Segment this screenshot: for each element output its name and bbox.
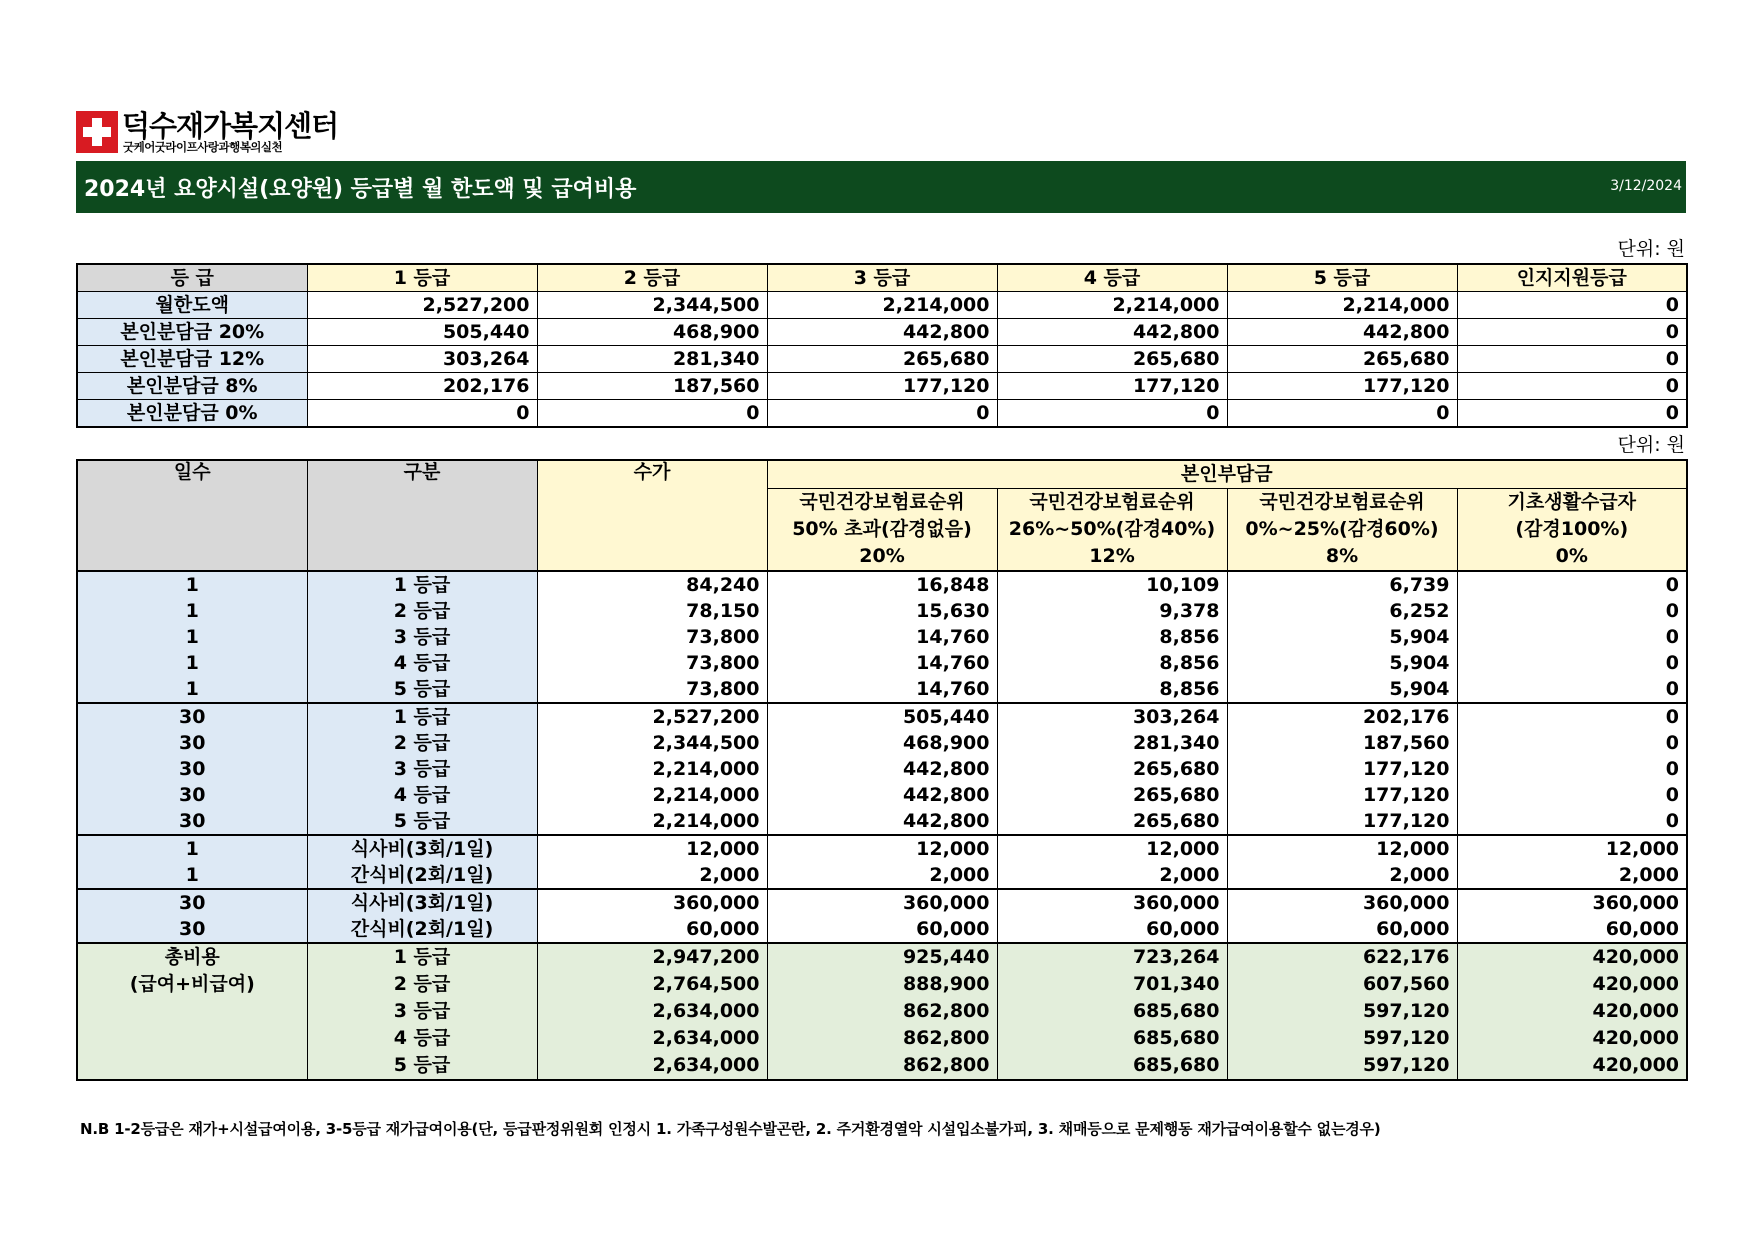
table-cell: 0 xyxy=(767,400,997,428)
fee-cell: 78,150 xyxy=(537,598,767,624)
table-cell: 685,680 xyxy=(997,998,1227,1025)
table-cell: 60,000 xyxy=(767,916,997,943)
table-cell: 0 xyxy=(1457,756,1687,782)
days-cell: 30 xyxy=(77,889,307,916)
table-cell: 0 xyxy=(1457,373,1687,400)
table-cell: 5,904 xyxy=(1227,650,1457,676)
table-row xyxy=(77,346,1687,373)
subheader-rate: 12% xyxy=(997,543,1227,571)
fee-cell: 2,634,000 xyxy=(537,1025,767,1052)
table-cell: 60,000 xyxy=(997,916,1227,943)
fee-cell: 2,634,000 xyxy=(537,1052,767,1080)
table-row xyxy=(77,319,1687,346)
row-label: 본인분담금 20% xyxy=(77,319,307,346)
grade-cell: 3 등급 xyxy=(307,624,537,650)
column-header: 등 급 xyxy=(77,264,307,292)
table-cell: 16,848 xyxy=(767,571,997,598)
column-header: 1 등급 xyxy=(307,264,537,292)
table-row xyxy=(77,916,1687,943)
table-cell: 6,252 xyxy=(1227,598,1457,624)
table-cell: 10,109 xyxy=(997,571,1227,598)
header-copay: 본인부담금 xyxy=(767,460,1687,489)
table-cell: 12,000 xyxy=(997,835,1227,862)
table-cell: 2,000 xyxy=(767,862,997,889)
table-row xyxy=(77,730,1687,756)
table-row xyxy=(77,373,1687,400)
table-cell: 0 xyxy=(1457,346,1687,373)
fee-cell: 2,000 xyxy=(537,862,767,889)
column-header: 인지지원등급 xyxy=(1457,264,1687,292)
table-cell: 12,000 xyxy=(1457,835,1687,862)
table-cell: 265,680 xyxy=(997,346,1227,373)
table-cell: 60,000 xyxy=(1227,916,1457,943)
fee-cell: 12,000 xyxy=(537,835,767,862)
table-cell: 202,176 xyxy=(307,373,537,400)
table-row xyxy=(77,292,1687,319)
table-cell: 8,856 xyxy=(997,650,1227,676)
table-row xyxy=(77,676,1687,703)
days-cell: 1 xyxy=(77,598,307,624)
subheader-line2: 26%~50%(감경40%) xyxy=(997,516,1227,543)
fee-cell: 73,800 xyxy=(537,676,767,703)
row-label: 본인분담금 0% xyxy=(77,400,307,428)
subheader-line1: 기초생활수급자 xyxy=(1457,489,1687,517)
days-cell: 1 xyxy=(77,676,307,703)
row-label: 월한도액 xyxy=(77,292,307,319)
grade-cell: 2 등급 xyxy=(307,971,537,998)
grade-cell: 2 등급 xyxy=(307,730,537,756)
empty-cell xyxy=(77,1025,307,1052)
table-cell: 442,800 xyxy=(1227,319,1457,346)
table-cell: 420,000 xyxy=(1457,971,1687,998)
table-row xyxy=(77,624,1687,650)
subheader-rate: 8% xyxy=(1227,543,1457,571)
table-cell: 420,000 xyxy=(1457,943,1687,971)
days-cell: 30 xyxy=(77,782,307,808)
table-row xyxy=(77,756,1687,782)
table-row xyxy=(77,650,1687,676)
table-cell: 685,680 xyxy=(997,1052,1227,1080)
subheader-line1: 국민건강보험료순위 xyxy=(997,489,1227,517)
table-cell: 0 xyxy=(1457,676,1687,703)
days-cell: 30 xyxy=(77,703,307,730)
fee-cell: 2,634,000 xyxy=(537,998,767,1025)
table-cell: 177,120 xyxy=(767,373,997,400)
table-cell: 505,440 xyxy=(767,703,997,730)
table-cell: 701,340 xyxy=(997,971,1227,998)
logo-tagline: 굿케어굿라이프사랑과행복의실천 xyxy=(123,140,283,154)
table-cell: 8,856 xyxy=(997,624,1227,650)
table-cell: 187,560 xyxy=(537,373,767,400)
title-bar xyxy=(76,161,1686,213)
days-cell: 1 xyxy=(77,571,307,598)
table-cell: 0 xyxy=(307,400,537,428)
fee-cell: 2,214,000 xyxy=(537,782,767,808)
total-label: 총비용 xyxy=(77,943,307,971)
table-cell: 177,120 xyxy=(997,373,1227,400)
table-cell: 925,440 xyxy=(767,943,997,971)
grade-cell: 5 등급 xyxy=(307,676,537,703)
table-cell: 281,340 xyxy=(997,730,1227,756)
table-cell: 265,680 xyxy=(997,782,1227,808)
table-cell: 360,000 xyxy=(997,889,1227,916)
table-cell: 177,120 xyxy=(1227,756,1457,782)
table-cell: 0 xyxy=(1457,571,1687,598)
table-cell: 6,739 xyxy=(1227,571,1457,598)
table-cell: 360,000 xyxy=(767,889,997,916)
table-cell: 0 xyxy=(1457,292,1687,319)
table-cell: 597,120 xyxy=(1227,1052,1457,1080)
table-cell: 265,680 xyxy=(997,808,1227,835)
document-date: 3/12/2024 xyxy=(1610,178,1682,194)
table-cell: 187,560 xyxy=(1227,730,1457,756)
table-cell: 607,560 xyxy=(1227,971,1457,998)
table-row xyxy=(77,971,1687,998)
subheader-rate: 20% xyxy=(767,543,997,571)
table-row xyxy=(77,598,1687,624)
table-row xyxy=(77,998,1687,1025)
unit-label-bottom: 단위: 원 xyxy=(1617,434,1685,456)
table-cell: 505,440 xyxy=(307,319,537,346)
table-cell: 2,214,000 xyxy=(1227,292,1457,319)
fee-cell: 360,000 xyxy=(537,889,767,916)
subheader-line1: 국민건강보험료순위 xyxy=(1227,489,1457,517)
fee-cell: 84,240 xyxy=(537,571,767,598)
total-label-sub: (급여+비급여) xyxy=(77,971,307,998)
header-category: 구분 xyxy=(307,460,537,571)
table-row xyxy=(77,782,1687,808)
table-cell: 862,800 xyxy=(767,1052,997,1080)
table-cell: 303,264 xyxy=(997,703,1227,730)
column-header: 2 등급 xyxy=(537,264,767,292)
empty-cell xyxy=(77,1052,307,1080)
fee-cell: 2,764,500 xyxy=(537,971,767,998)
grade-cell: 1 등급 xyxy=(307,703,537,730)
table-cell: 360,000 xyxy=(1457,889,1687,916)
table-cell: 0 xyxy=(1457,782,1687,808)
item-cell: 간식비(2회/1일) xyxy=(307,916,537,943)
red-cross-icon xyxy=(76,111,118,153)
table-cell: 265,680 xyxy=(997,756,1227,782)
table-row xyxy=(77,703,1687,730)
table-header-row xyxy=(77,460,1687,489)
grade-cell: 5 등급 xyxy=(307,808,537,835)
table-cell: 420,000 xyxy=(1457,1052,1687,1080)
item-cell: 간식비(2회/1일) xyxy=(307,862,537,889)
grade-cell: 4 등급 xyxy=(307,650,537,676)
days-cell: 1 xyxy=(77,835,307,862)
subheader-line2: (감경100%) xyxy=(1457,516,1687,543)
fee-cell: 2,947,200 xyxy=(537,943,767,971)
table-cell: 281,340 xyxy=(537,346,767,373)
table-cell: 442,800 xyxy=(767,756,997,782)
grade-cell: 5 등급 xyxy=(307,1052,537,1080)
table-cell: 442,800 xyxy=(767,808,997,835)
table-cell: 420,000 xyxy=(1457,998,1687,1025)
table-row xyxy=(77,400,1687,428)
table-cell: 622,176 xyxy=(1227,943,1457,971)
monthly-limit-table xyxy=(76,263,1688,428)
table-cell: 0 xyxy=(1457,624,1687,650)
grade-cell: 3 등급 xyxy=(307,998,537,1025)
table-cell: 597,120 xyxy=(1227,1025,1457,1052)
table-cell: 12,000 xyxy=(1227,835,1457,862)
header-days: 일수 xyxy=(77,460,307,571)
table-cell: 442,800 xyxy=(997,319,1227,346)
table-cell: 2,527,200 xyxy=(307,292,537,319)
table-cell: 685,680 xyxy=(997,1025,1227,1052)
fee-cell: 60,000 xyxy=(537,916,767,943)
grade-cell: 4 등급 xyxy=(307,1025,537,1052)
table-row xyxy=(77,862,1687,889)
table-cell: 0 xyxy=(1457,808,1687,835)
table-cell: 265,680 xyxy=(1227,346,1457,373)
table-cell: 420,000 xyxy=(1457,1025,1687,1052)
subheader-rate: 0% xyxy=(1457,543,1687,571)
empty-cell xyxy=(77,998,307,1025)
table-row xyxy=(77,1052,1687,1080)
table-cell: 360,000 xyxy=(1227,889,1457,916)
table-cell: 303,264 xyxy=(307,346,537,373)
row-label: 본인분담금 8% xyxy=(77,373,307,400)
table-cell: 862,800 xyxy=(767,1025,997,1052)
table-cell: 0 xyxy=(1457,703,1687,730)
grade-cell: 1 등급 xyxy=(307,571,537,598)
table-cell: 177,120 xyxy=(1227,782,1457,808)
table-row xyxy=(77,943,1687,971)
table-cell: 8,856 xyxy=(997,676,1227,703)
column-header: 4 등급 xyxy=(997,264,1227,292)
table-cell: 0 xyxy=(1457,598,1687,624)
table-cell: 15,630 xyxy=(767,598,997,624)
table-cell: 177,120 xyxy=(1227,373,1457,400)
table-cell: 0 xyxy=(537,400,767,428)
fee-cell: 2,214,000 xyxy=(537,808,767,835)
table-cell: 862,800 xyxy=(767,998,997,1025)
fee-copay-table xyxy=(76,459,1688,1081)
column-header: 5 등급 xyxy=(1227,264,1457,292)
table-cell: 2,214,000 xyxy=(767,292,997,319)
days-cell: 1 xyxy=(77,624,307,650)
table-header-row xyxy=(77,264,1687,292)
subheader-line2: 0%~25%(감경60%) xyxy=(1227,516,1457,543)
table-cell: 5,904 xyxy=(1227,624,1457,650)
unit-label-top: 단위: 원 xyxy=(1617,238,1685,260)
days-cell: 30 xyxy=(77,756,307,782)
row-label: 본인분담금 12% xyxy=(77,346,307,373)
grade-cell: 4 등급 xyxy=(307,782,537,808)
table-cell: 0 xyxy=(1457,650,1687,676)
table-cell: 0 xyxy=(1227,400,1457,428)
table-cell: 202,176 xyxy=(1227,703,1457,730)
table-cell: 468,900 xyxy=(767,730,997,756)
subheader-line2: 50% 초과(감경없음) xyxy=(767,516,997,543)
table-cell: 177,120 xyxy=(1227,808,1457,835)
table-row xyxy=(77,571,1687,598)
fee-cell: 73,800 xyxy=(537,650,767,676)
fee-cell: 2,214,000 xyxy=(537,756,767,782)
table-cell: 0 xyxy=(1457,319,1687,346)
table-row xyxy=(77,1025,1687,1052)
table-row xyxy=(77,808,1687,835)
table-cell: 60,000 xyxy=(1457,916,1687,943)
table-row xyxy=(77,889,1687,916)
table-cell: 2,214,000 xyxy=(997,292,1227,319)
footnote: N.B 1-2등급은 재가+시설급여이용, 3-5등급 재가급여이용(단, 등급판정위원회 인정시 1. 가족구성원수발곤란, 2. 주거환경열악 시설입소불가피, 3. 채매등으로 문제행동 재가급여이용할수 없는경우) xyxy=(80,1120,1381,1138)
table-cell: 2,000 xyxy=(1457,862,1687,889)
item-cell: 식사비(3회/1일) xyxy=(307,889,537,916)
table-cell: 0 xyxy=(997,400,1227,428)
page-title: 2024년 요양시설(요양원) 등급별 월 한도액 및 급여비용 xyxy=(84,177,637,202)
table-cell: 0 xyxy=(1457,730,1687,756)
table-cell: 5,904 xyxy=(1227,676,1457,703)
company-logo xyxy=(76,108,376,154)
table-cell: 14,760 xyxy=(767,624,997,650)
table-cell: 12,000 xyxy=(767,835,997,862)
column-header: 3 등급 xyxy=(767,264,997,292)
grade-cell: 2 등급 xyxy=(307,598,537,624)
table-cell: 2,000 xyxy=(1227,862,1457,889)
days-cell: 30 xyxy=(77,808,307,835)
table-cell: 888,900 xyxy=(767,971,997,998)
table-cell: 14,760 xyxy=(767,676,997,703)
table-cell: 9,378 xyxy=(997,598,1227,624)
days-cell: 1 xyxy=(77,862,307,889)
fee-cell: 2,344,500 xyxy=(537,730,767,756)
subheader-line1: 국민건강보험료순위 xyxy=(767,489,997,517)
days-cell: 30 xyxy=(77,730,307,756)
table-cell: 597,120 xyxy=(1227,998,1457,1025)
fee-cell: 73,800 xyxy=(537,624,767,650)
logo-name: 덕수재가복지센터 xyxy=(122,109,339,143)
table-row xyxy=(77,835,1687,862)
grade-cell: 3 등급 xyxy=(307,756,537,782)
table-cell: 2,344,500 xyxy=(537,292,767,319)
table-cell: 442,800 xyxy=(767,319,997,346)
table-cell: 265,680 xyxy=(767,346,997,373)
fee-cell: 2,527,200 xyxy=(537,703,767,730)
table-cell: 468,900 xyxy=(537,319,767,346)
item-cell: 식사비(3회/1일) xyxy=(307,835,537,862)
days-cell: 1 xyxy=(77,650,307,676)
table-cell: 14,760 xyxy=(767,650,997,676)
table-cell: 723,264 xyxy=(997,943,1227,971)
header-fee: 수가 xyxy=(537,460,767,571)
table-cell: 0 xyxy=(1457,400,1687,428)
table-cell: 2,000 xyxy=(997,862,1227,889)
table-cell: 442,800 xyxy=(767,782,997,808)
grade-cell: 1 등급 xyxy=(307,943,537,971)
days-cell: 30 xyxy=(77,916,307,943)
